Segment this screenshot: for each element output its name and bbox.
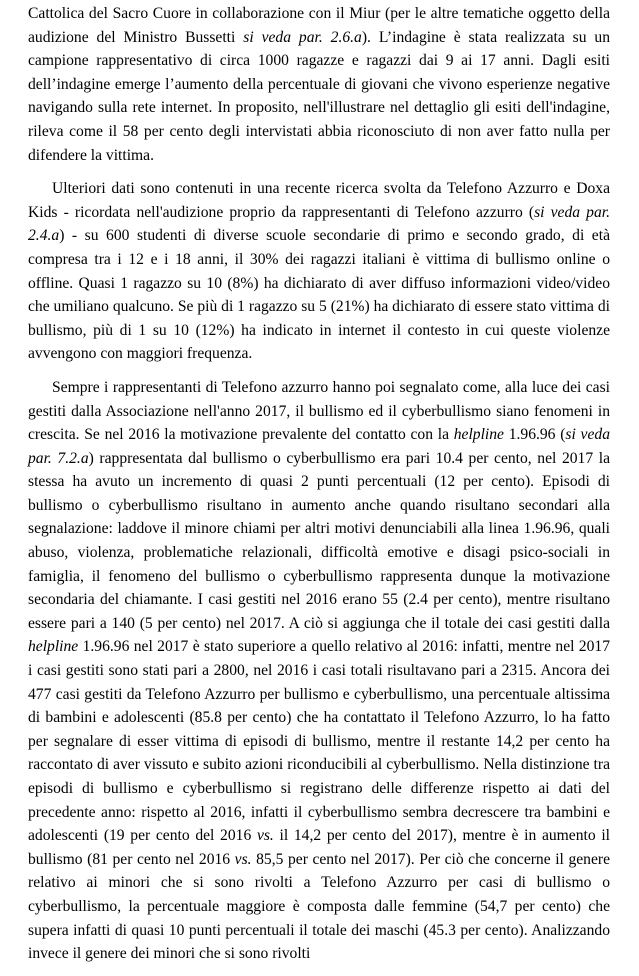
italic-text-segment: si veda par. 2.6.a — [243, 28, 362, 46]
paragraph-miur-survey — [28, 2, 610, 167]
italic-text-segment: si veda par. 7.2.a — [28, 426, 610, 467]
italic-text-segment: helpline — [453, 426, 504, 444]
text-segment: Cattolica del Sacro Cuore in collaborazione con il Miur (per le altre tematiche oggetto della audizione del Ministro Bussetti — [28, 5, 610, 46]
paragraph-helpline-cases — [28, 376, 610, 966]
text-segment: Sempre i rappresentanti di Telefono azzurro hanno poi segnalato come, alla luce dei casi gestiti dalla Associazione nell'anno 2017, il bullismo ed il cyberbullismo siano fenomeni in crescita. Se nel 2016 la motivazione prevalente del contatto con la — [28, 378, 610, 444]
text-segment: Ulteriori dati sono contenuti in una recente ricerca svolta da Telefono Azzurro e Doxa Kids - ricordata nell'audizione proprio da rappresentanti di Telefono azzurro ( — [28, 180, 610, 221]
italic-text-segment: si veda par. 2.4.a — [28, 203, 611, 245]
paragraph-doxa-kids-research — [28, 177, 610, 366]
text-segment: ). L’indagine è stata realizzata su un campione rappresentativo di circa 1000 ragazze e ragazzi dai 9 ai 17 anni. Dagli esiti dell’indagine emerge l’aumento della percentuale di giovani che vivono esperienze negative navigando sulla rete internet. In proposito, nell'illustrare nel dettaglio gli esiti dell'indagine, rileva come il 58 per cento degli intervistati abbia riconosciuto di non aver fatto nulla per difendere la vittima. — [28, 28, 611, 164]
document-page — [28, 2, 610, 976]
text-segment: 1.96.96 nel 2017 è stato superiore a quello relativo al 2016: infatti, mentre nel 2017 i casi gestiti sono stati pari a 2800, nel 2016 i casi totali risultavano pari a 2315. Ancora dei 477 casi gestiti da Telefono Azzurro per bullismo e cyberbullismo, una percentuale altissima di bambini e adolescenti (85.8 per cento) che ha contattato il Telefono Azzurro, lo ha fatto per segnalare di esser vittima di episodi di bullismo, mentre il restante 14,2 per cento ha raccontato di aver vissuto e subito azioni riconducibili al cyberbullismo. Nella distinzione tra episodi di bullismo e cyberbullismo si registrano delle differenze rispetto ai dati del precedente anno: rispetto al 2016, infatti il cyberbullismo sembra decrescere tra bambini e adolescenti (19 per cento del 2016 — [28, 638, 610, 845]
italic-text-segment: helpline — [28, 638, 79, 656]
text-segment: il 14,2 per cento del 2017), mentre è in aumento il bullismo (81 per cento nel 2016 — [28, 827, 610, 868]
text-segment: ) - su 600 studenti di diverse scuole secondarie di primo e secondo grado, di età compresa tra i 12 e i 18 anni, il 30% dei ragazzi italiani è vittima di bullismo online o offline. Quasi 1 ragazzo su 10 (8%) ha dichiarato di aver diffuso informazioni video/video che umiliano qualcuno. Se più di 1 ragazzo su 5 (21%) ha dichiarato di essere stato vittima di bullismo, più di 1 su 10 (12%) ha indicato in internet il contesto in cui queste violenze avvengono con maggiori frequenza. — [28, 227, 611, 363]
text-segment: 85,5 per cento nel 2017). Per ciò che concerne il genere relativo ai minori che si sono rivolti a Telefono Azzurro per casi di bullismo o cyberbullismo, la percentuale maggiore è composta dalle femmine (54,7 per cento) che supera infatti di quasi 10 punti percentuali il totale dei maschi (45.3 per cento). Analizzando invece il genere dei minori che si sono rivolti — [28, 850, 610, 963]
text-segment: 1.96.96 ( — [503, 426, 566, 444]
italic-text-segment: vs. — [256, 827, 274, 845]
italic-text-segment: vs. — [234, 850, 252, 868]
text-segment: ) rappresentata dal bullismo o cyberbullismo era pari 10.4 per cento, nel 2017 la stessa ha avuto un incremento di quasi 2 punti percentuali (12 per cento). Episodi di bullismo o cyberbullismo risultano in aumento anche quando risultano secondari alla segnalazione: laddove il minore chiami per altri motivi denunciabili alla linea 1.96.96, quali abuso, violenza, problematiche relazionali, difficoltà emotive e disagi psico-sociali in famiglia, il fenomeno del bullismo o cyberbullismo rappresenta dunque la motivazione secondaria del chiamante. I casi gestiti nel 2016 erano 55 (2.4 per cento), mentre risultano essere pari a 140 (5 per cento) nel 2017. A ciò si aggiunga che il totale dei casi gestiti dalla — [28, 449, 610, 632]
